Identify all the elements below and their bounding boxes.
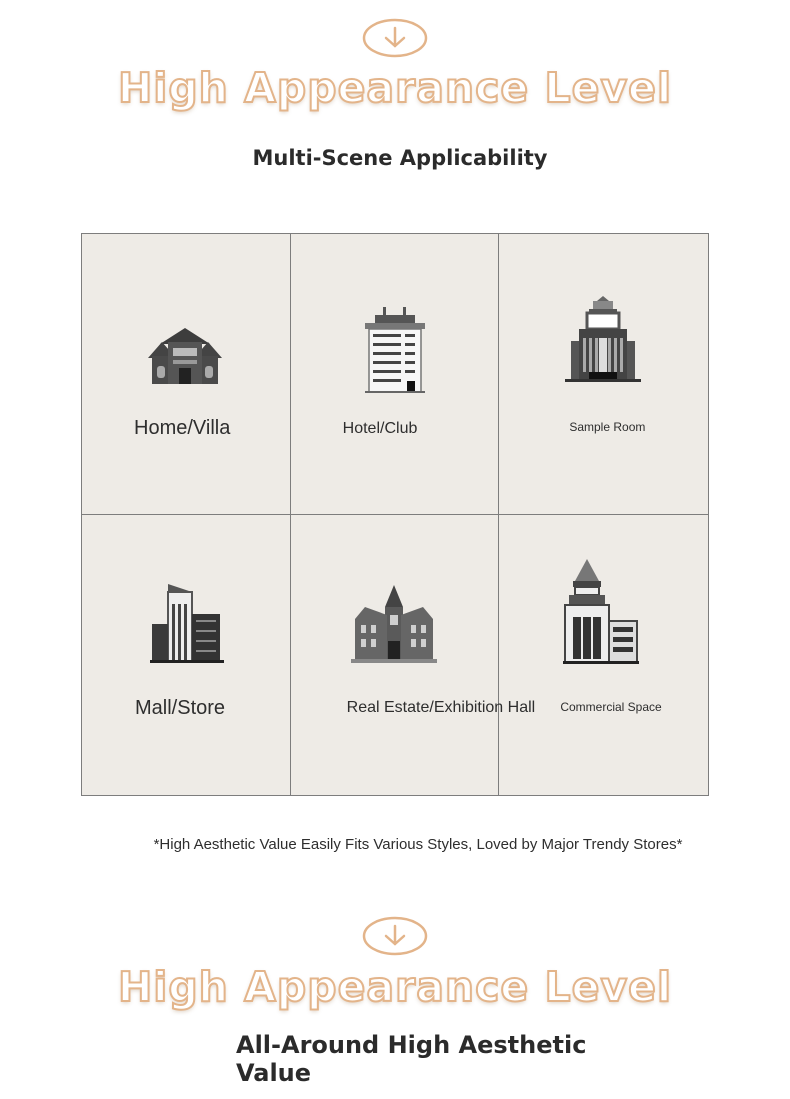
scene-label-sample-room: Sample Room bbox=[569, 420, 646, 434]
commercial-building-icon bbox=[563, 559, 639, 665]
scene-cell-sample-room bbox=[499, 234, 708, 515]
scene-cell-hotel-club bbox=[291, 234, 500, 515]
down-arrow-circle-icon bbox=[362, 916, 428, 956]
scene-label-commercial-space: Commercial Space bbox=[560, 699, 662, 714]
exhibition-hall-icon bbox=[351, 585, 437, 663]
section-one-title: High Appearance Level bbox=[117, 64, 673, 112]
section-two-title: High Appearance Level bbox=[117, 963, 673, 1011]
scene-label-hotel-club: Hotel/Club bbox=[342, 420, 418, 437]
scene-grid bbox=[81, 233, 709, 796]
section-two-subtitle bbox=[236, 1031, 586, 1087]
scene-label-real-estate-exhibition-hall: Real Estate/Exhibition Hall bbox=[346, 698, 536, 716]
scene-cell-commercial-space bbox=[499, 515, 708, 796]
scene-cell-mall-store bbox=[82, 515, 291, 796]
footnote: *High Aesthetic Value Easily Fits Various Styles, Loved by Major Trendy Stores* bbox=[153, 836, 683, 853]
scene-cell-home-villa bbox=[82, 234, 291, 515]
section-two-subtitle-line1: All-Around High Aesthetic bbox=[236, 1031, 587, 1059]
scene-cell-real-estate-exhibition-hall bbox=[291, 515, 536, 796]
section-two-subtitle-line2: Value bbox=[236, 1059, 312, 1087]
scene-label-mall-store: Mall/Store bbox=[135, 696, 226, 719]
mall-icon bbox=[150, 584, 224, 664]
scene-label-home-villa: Home/Villa bbox=[134, 417, 231, 439]
villa-icon bbox=[148, 328, 222, 384]
tower-icon bbox=[565, 296, 641, 384]
section-one-subtitle: Multi-Scene Applicability bbox=[252, 146, 548, 170]
down-arrow-circle-icon bbox=[362, 18, 428, 58]
hotel-icon bbox=[365, 307, 425, 393]
